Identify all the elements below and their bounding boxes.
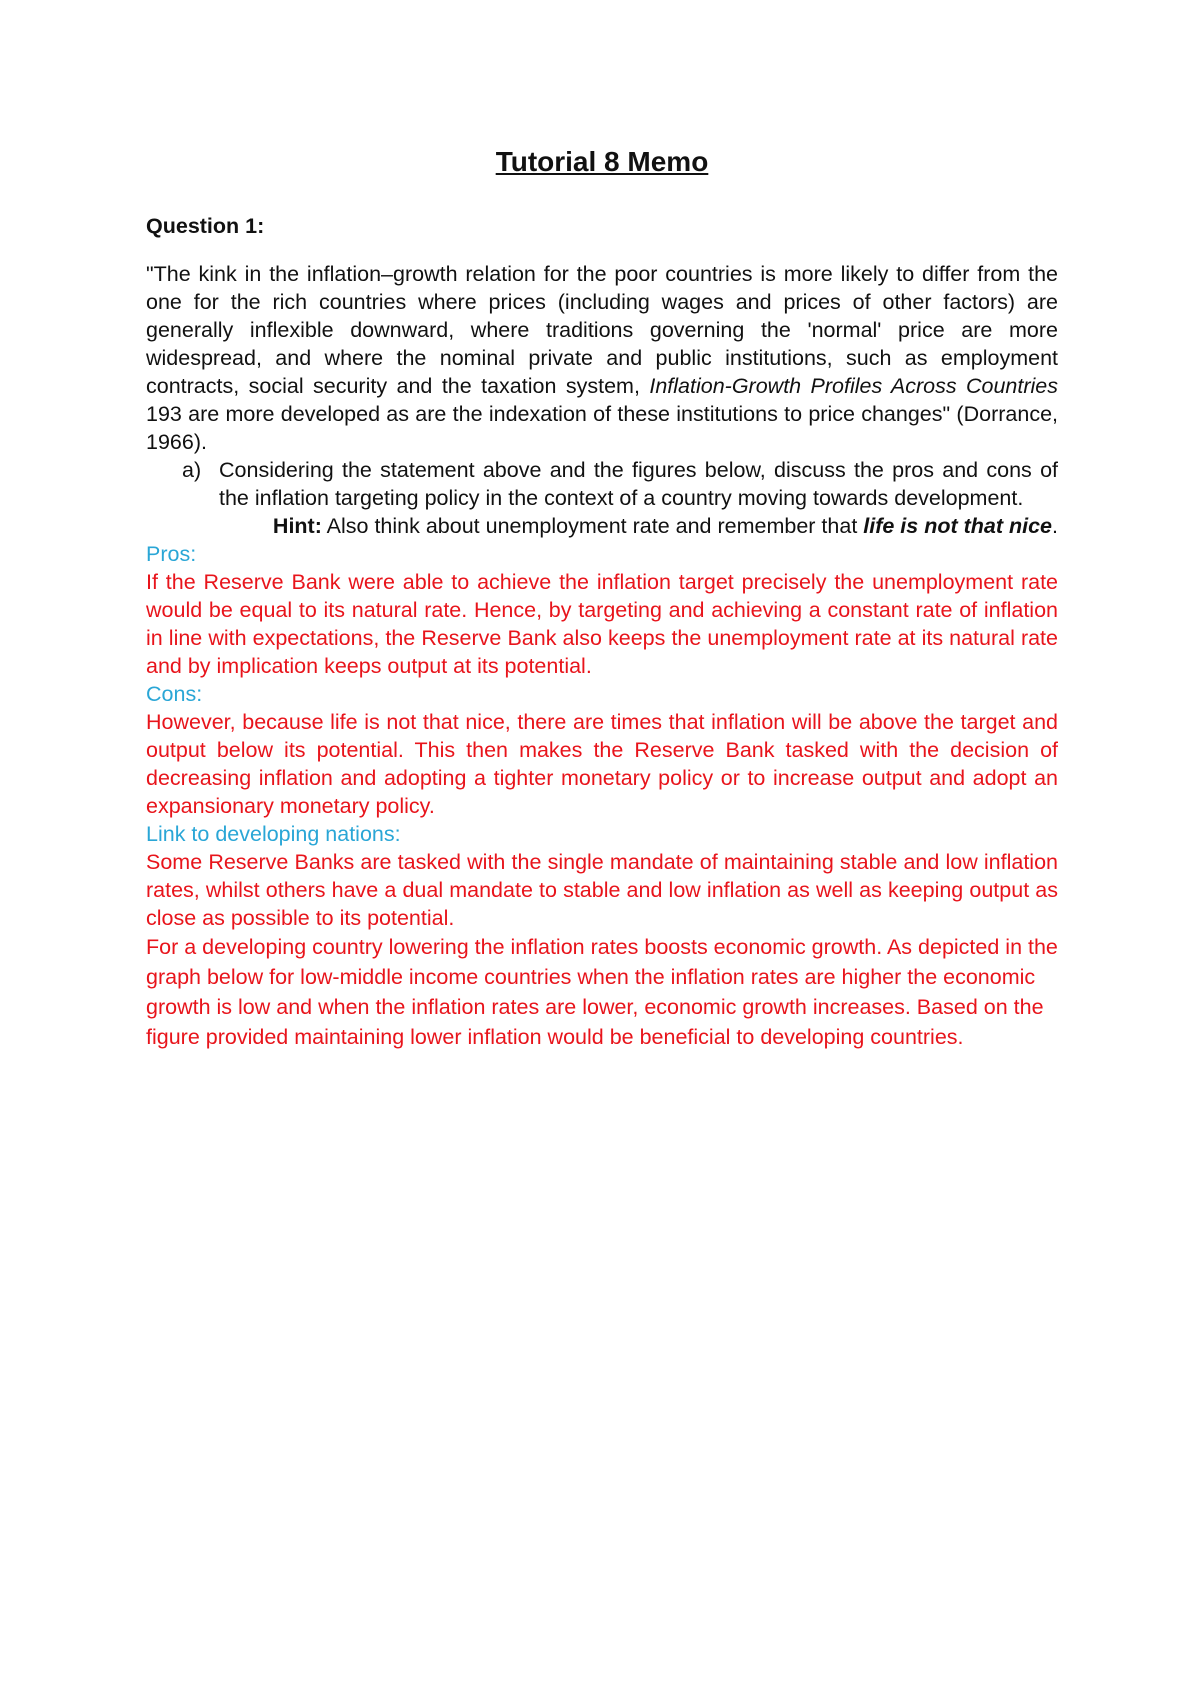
pros-text: If the Reserve Bank were able to achieve the inflation target precisely the unemployment rate would be equal to its natural rate. Hence, by targeting and achieving a constant rate of inflation in line with expectations, the Reserve Bank also keeps the unemployment rate at its natural rate and by implication keeps output at its potential. [146,570,1058,678]
quote-italic-title: Inflation-Growth Profiles Across Countries [649,374,1059,398]
cons-text: However, because life is not that nice, there are times that inflation will be above the target and output below its potential. This then makes the Reserve Bank tasked with the decision of decreasing inflation and adopting a tighter monetary policy or to increase output and adopt an expansionary monetary policy. [146,710,1058,818]
quote-text-end: 193 are more developed as are the indexation of these institutions to price changes" (Dorrance, 1966). [146,402,1058,454]
question-quote [146,260,1058,456]
link-heading: Link to developing nations: [146,822,401,846]
link-text: Some Reserve Banks are tasked with the single mandate of maintaining stable and low inflation rates, whilst others have a dual mandate to stable and low inflation as well as keeping output as close as possible to its potential. [146,850,1058,930]
quote-text-start: "The kink in the inflation–growth relation for the poor countries is more likely to differ from the one for the rich countries where prices (including wages and prices of other factors) are generally inflexible downward, where traditions governing the 'normal' price are more widespread, and where the nominal private and public institutions, such as employment contracts, social security and the taxation system, [146,262,1058,398]
page-title: Tutorial 8 Memo [495,146,709,177]
question-heading: Question 1: [146,214,265,238]
document-body [146,142,1058,1052]
closing-paragraph: For a developing country lowering the inflation rates boosts economic growth. As depicted in the graph below for low-middle income countries when the inflation rates are higher the economic growth is low and when the inflation rates are lower, economic growth increases. Based on the figure provided maintaining lower inflation would be beneficial to developing countries. [146,935,1058,1049]
hint-end: . [1052,514,1058,538]
hint-emphasis: life is not that nice [863,514,1053,538]
hint-text: Also think about unemployment rate and remember that [321,514,864,538]
question-item-a [146,456,1058,512]
hint-line [146,512,1058,540]
item-marker: a) [182,458,202,482]
hint-label: Hint: [272,514,322,538]
pros-heading: Pros: [146,542,197,566]
cons-heading: Cons: [146,682,203,706]
item-text: Considering the statement above and the figures below, discuss the pros and cons of the inflation targeting policy in the context of a country moving towards development. [219,458,1058,510]
